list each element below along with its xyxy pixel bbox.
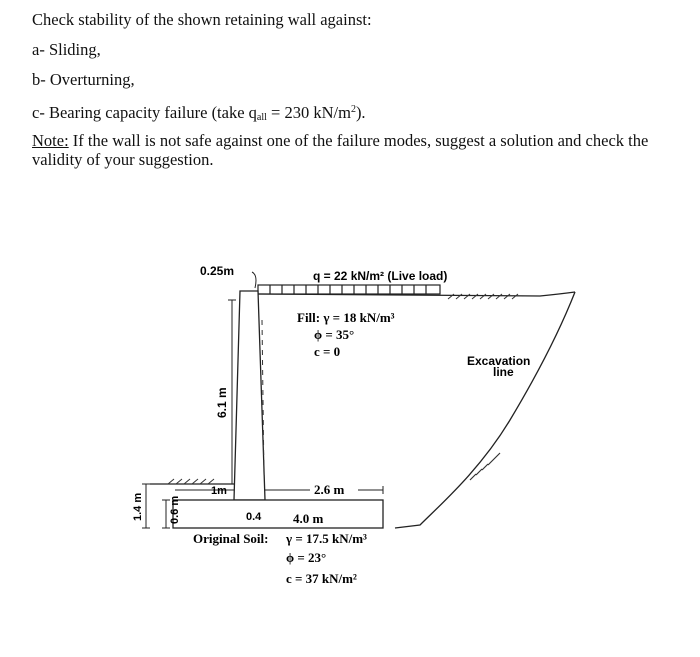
ground-hatch-top bbox=[448, 294, 518, 299]
item-bearing-capacity: c- Bearing capacity failure (take $q_{all} = 230$ $kN/m^2$). bbox=[32, 103, 366, 123]
note-line-1: Note: If the wall is not safe against one of the failure modes, suggest a solution and check the bbox=[32, 131, 649, 150]
surcharge-load-strip bbox=[258, 285, 440, 294]
label-base-thickness: 0.6 m bbox=[169, 495, 181, 524]
item-sliding: a- Sliding, bbox=[32, 40, 101, 59]
question-intro: Check stability of the shown retaining wall against: bbox=[32, 10, 372, 29]
label-surcharge: q = 22 kN/m² (Live load) bbox=[313, 269, 448, 283]
note-line-2: validity of your suggestion. bbox=[32, 150, 214, 169]
label-orig-phi: ϕ = 23° bbox=[286, 550, 327, 565]
wall-stem bbox=[234, 291, 265, 500]
excavation-line bbox=[395, 292, 575, 528]
label-excavation-line1: Excavation bbox=[467, 354, 531, 368]
label-top-thickness: 0.25m bbox=[200, 264, 235, 278]
label-stem-base: 0.4 bbox=[246, 511, 262, 523]
label-orig-gamma: γ = 17.5 kN/m³ bbox=[286, 531, 367, 546]
label-wall-height: 6.1 m bbox=[215, 387, 229, 418]
label-toe-length: 1m bbox=[211, 485, 227, 497]
label-fill-c: c = 0 bbox=[314, 344, 341, 359]
label-heel-length: 2.6 m bbox=[314, 482, 345, 497]
label-original-soil: Original Soil: bbox=[193, 531, 269, 546]
item-overturning: b- Overturning, bbox=[32, 70, 135, 89]
label-orig-c: c = 37 kN/m² bbox=[286, 571, 357, 586]
toe-ground-hatch bbox=[168, 479, 214, 484]
label-fill-phi: ϕ = 35° bbox=[314, 327, 355, 342]
label-base-width: 4.0 m bbox=[293, 511, 324, 526]
wall-base-slab bbox=[173, 500, 383, 528]
label-fill-gamma: Fill: γ = 18 kN/m³ bbox=[297, 310, 395, 325]
label-total-depth: 1.4 m bbox=[132, 492, 144, 521]
label-excavation-line2: line bbox=[493, 365, 514, 379]
